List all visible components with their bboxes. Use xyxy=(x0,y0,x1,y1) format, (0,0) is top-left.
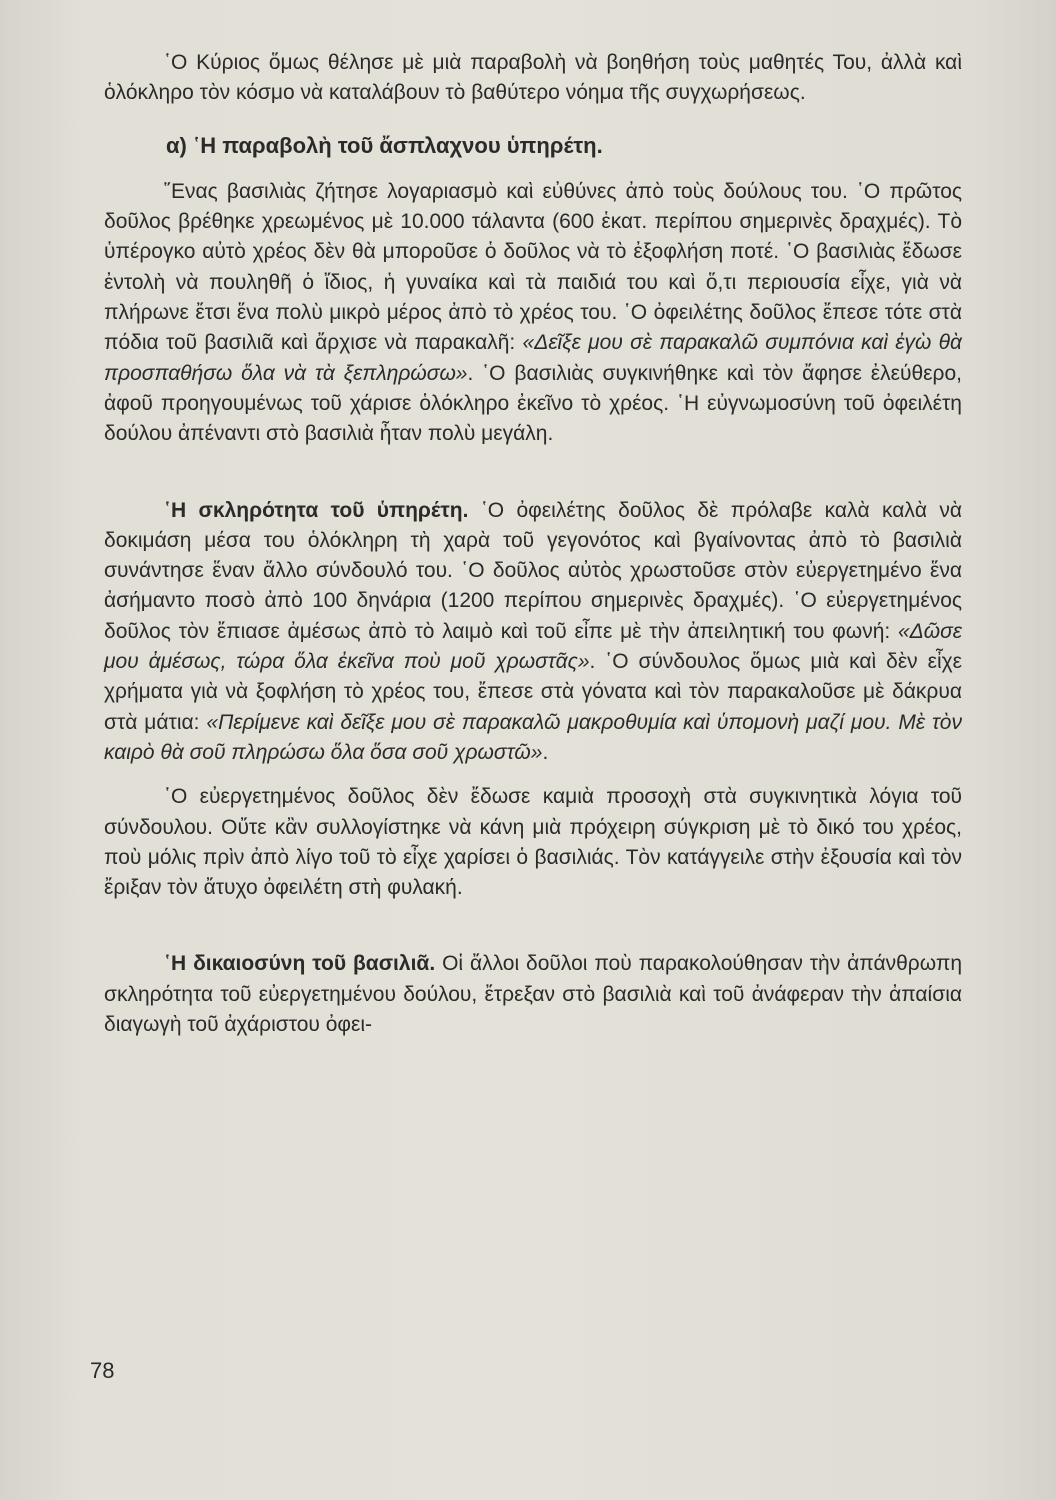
consequence-paragraph: ῾Ο εὐεργετημένος δοῦλος δὲν ἔδωσε καμιὰ προσοχὴ στὰ συγκινητικὰ λόγια τοῦ σύνδουλου. Οὔτε κἂν συλλογίστηκε νὰ κάνη μιὰ πρόχειρη σύγκριση μὲ τὸ δικό του χρέος, ποὺ μόλις πρὶν ἀπὸ λίγο τοῦ τὸ εἶχε χαρίσει ὁ βασιλιάς. Τὸν κατάγγειλε στὴν ἐξουσία καὶ τὸν ἔριξαν τὸν ἄτυχο ὀφειλέτη στὴ φυλακή. xyxy=(104,785,962,900)
page-body xyxy=(104,48,962,1040)
story-text-2: . ῾Ο βασιλιὰς συγκινήθηκε καὶ τὸν ἄφησε ἐλεύθερο, ἀφοῦ προηγουμένως τοῦ χάρισε ὁλόκληρο ἐκεῖνο τὸ χρέος. ῾Η εὐγνωμοσύνη τοῦ ὀφειλέτη δούλου ἀπέναντι στὸ βασιλιὰ ἦταν πολὺ μεγάλη. xyxy=(104,361,962,446)
justice-paragraph xyxy=(104,949,962,1040)
harshness-text-2: . ῾Ο σύνδουλος ὅμως μιὰ καὶ δὲν εἶχε χρήματα γιὰ νὰ ξοφλήση τὸ χρέος του, ἔπεσε στὰ γόνατα καὶ τὸν παρακαλοῦσε μὲ δάκρυα στὰ μάτια: xyxy=(104,650,962,734)
story-paragraph xyxy=(104,177,962,450)
intro-paragraph: ῾Ο Κύριος ὅμως θέλησε μὲ μιὰ παραβολὴ νὰ βοηθήση τοὺς μαθητές Του, ἀλλὰ καὶ ὁλόκληρο τὸν κόσμο νὰ καταλάβουν τὸ βαθύτερο νόημα τῆς συγχωρήσεως. xyxy=(104,51,962,105)
justice-text: Οἱ ἄλλοι δοῦλοι ποὺ παρακολούθησαν τὴν ἀπάνθρωπη σκληρότητα τοῦ εὐεργετημένου δούλου, ἔτρεξαν στὸ βασιλιὰ καὶ τοῦ ἀνάφεραν τὴν ἀπαίσια διαγωγὴ τοῦ ἀχάριστου ὀφει- xyxy=(104,952,963,1037)
harshness-quote-1: «Δῶσε μου ἀμέσως, τώρα ὅλα ἐκεῖνα ποὺ μοῦ χρωστᾶς» xyxy=(104,619,962,674)
story-quote: «Δεῖξε μου σὲ παρακαλῶ συμπόνια καὶ ἐγὼ θὰ προσπαθήσω ὅλα νὰ τὰ ξεπληρώσω» xyxy=(104,331,962,385)
section-heading-parable: α) ῾Η παραβολὴ τοῦ ἄσπλαχνου ὑπηρέτη. xyxy=(166,132,603,158)
harshness-text-3: . xyxy=(542,740,549,764)
justice-heading: ῾Η δικαιοσύνη τοῦ βασιλιᾶ. xyxy=(164,952,436,976)
harshness-heading: ῾Η σκληρότητα τοῦ ὑπηρέτη. xyxy=(164,498,469,522)
page-number: 78 xyxy=(90,1358,115,1383)
harshness-text-1: ῾Ο ὀφειλέτης δοῦλος δὲ πρόλαβε καλὰ καλὰ νὰ δοκιμάση μέσα του ὁλόκληρη τὴ χαρὰ τοῦ γεγονότος καὶ βγαίνοντας ἀπὸ τὸ βασιλιὰ συνάντησε ἕναν ἄλλο σύνδουλό του. ῾Ο δοῦλος αὐτὸς χρωστοῦσε στὸν εὐεργετημένο ἕνα ἀσήμαντο ποσὸ ἀπὸ 100 δηνάρια (1200 περίπου σημερινὲς δραχμές). ῾Ο εὐεργετημένος δοῦλος τὸν ἔπιασε ἀμέσως ἀπὸ τὸ λαιμὸ καὶ τοῦ εἶπε μὲ τὴν ἀπειλητική του φωνή: xyxy=(104,498,963,643)
harshness-paragraph xyxy=(104,496,962,769)
story-text-1: ῞Ενας βασιλιὰς ζήτησε λογαριασμὸ καὶ εὐθύνες ἀπὸ τοὺς δούλους του. ῾Ο πρῶτος δοῦλος βρέθηκε χρεωμένος μὲ 10.000 τάλαντα (600 ἑκατ. περίπου σημερινὲς δραχμές). Τὸ ὑπέρογκο αὐτὸ χρέος δὲν θὰ μποροῦσε ὁ δοῦλος νὰ τὸ ἐξοφλήση ποτέ. ῾Ο βασιλιὰς ἔδωσε ἐντολὴ νὰ πουληθῆ ὁ ἴδιος, ἡ γυναίκα καὶ τὰ παιδιά του καὶ ὅ,τι περιουσία εἶχε, γιὰ νὰ πλήρωνε ἔτσι ἕνα πολὺ μικρὸ μέρος ἀπὸ τὸ χρέος του. ῾Ο ὀφειλέτης δοῦλος ἔπεσε τότε στὰ πόδια τοῦ βασιλιᾶ καὶ ἄρχισε νὰ παρακαλῆ: xyxy=(104,179,962,355)
harshness-quote-2: «Περίμενε καὶ δεῖξε μου σὲ παρακαλῶ μακροθυμία καὶ ὑπομονὴ μαζί μου. Μὲ τὸν καιρὸ θὰ σοῦ πληρώσω ὅλα ὅσα σοῦ χρωστῶ» xyxy=(104,710,962,764)
